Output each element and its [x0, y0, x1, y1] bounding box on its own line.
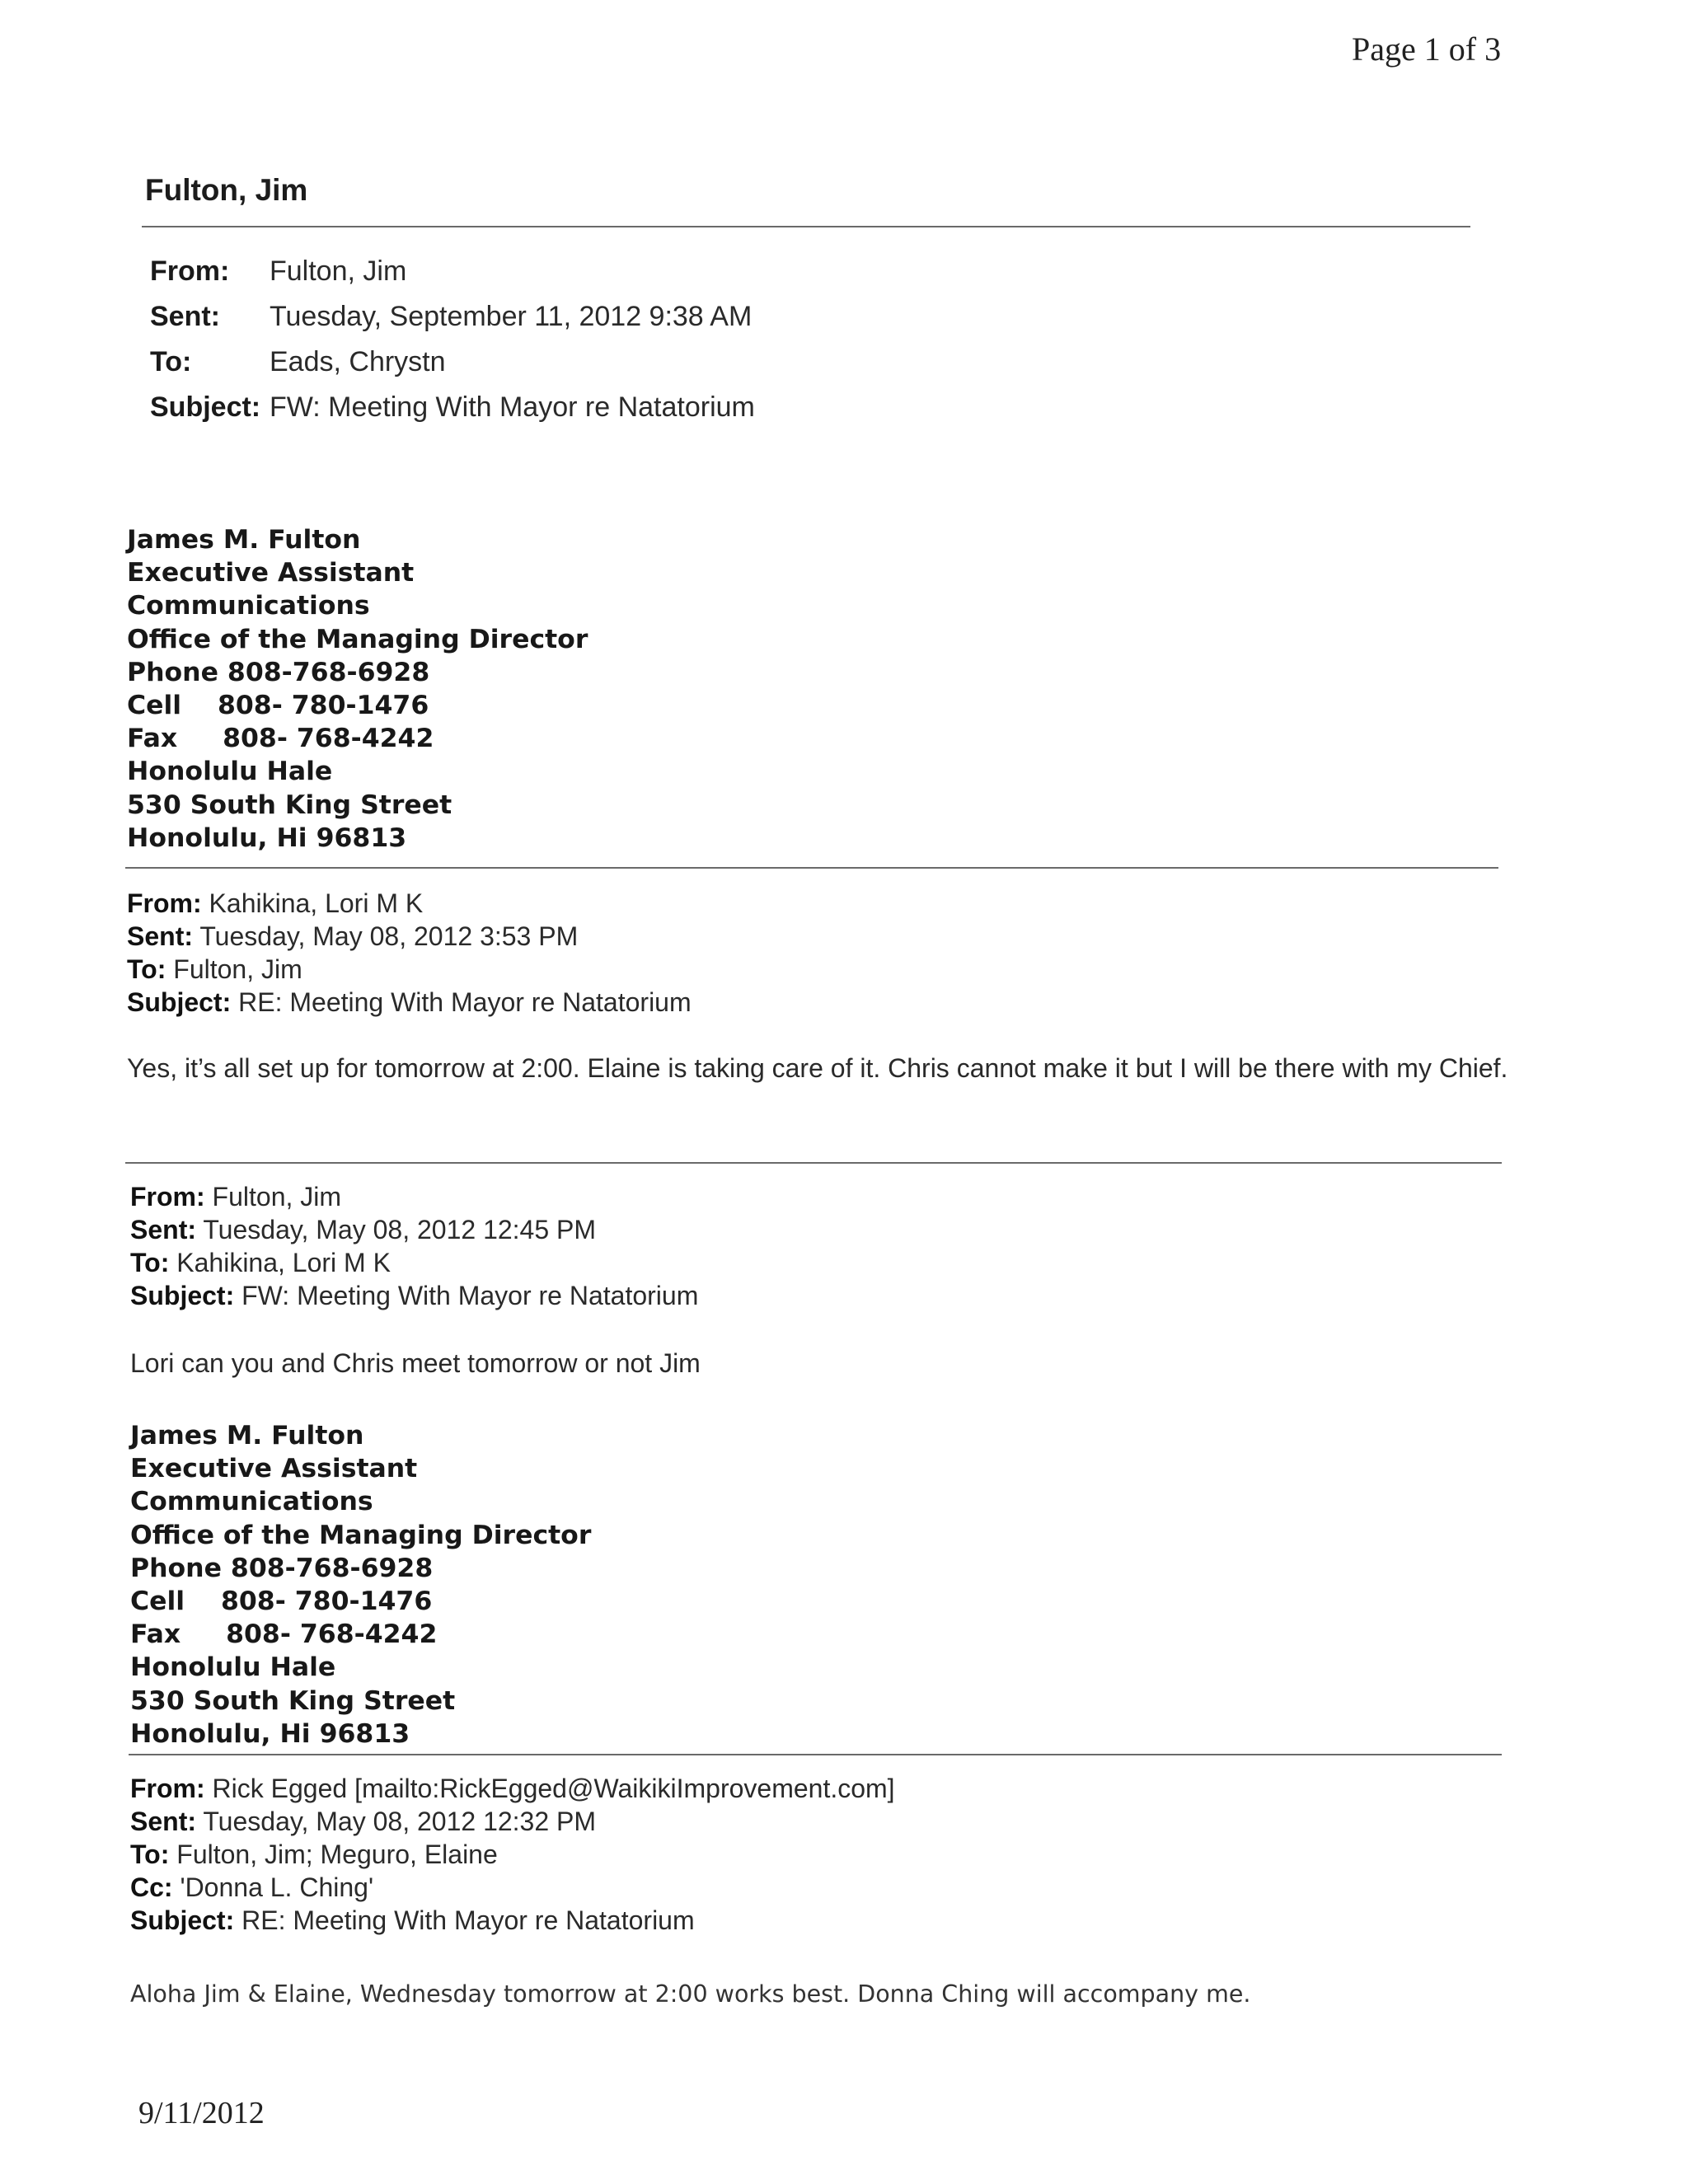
sent-value: Tuesday, May 08, 2012 3:53 PM: [199, 921, 579, 951]
to-label: To:: [130, 1840, 170, 1869]
to-value: Kahikina, Lori M K: [176, 1248, 391, 1277]
message-divider: [129, 1754, 1502, 1755]
main-subject-value: FW: Meeting With Mayor re Natatorium: [270, 391, 755, 423]
to-value: Fulton, Jim; Meguro, Elaine: [176, 1840, 498, 1869]
document-title: Fulton, Jim: [145, 173, 308, 207]
main-sent-label: Sent:: [150, 301, 220, 332]
signature-line: James M. Fulton: [130, 1421, 364, 1451]
subject-label: Subject:: [130, 1905, 235, 1935]
message-divider: [125, 1162, 1502, 1164]
main-from-value: Fulton, Jim: [270, 255, 407, 287]
signature-line: Phone 808-768-6928: [127, 657, 430, 687]
main-sent-value: Tuesday, September 11, 2012 9:38 AM: [270, 301, 753, 332]
signature-line: Office of the Managing Director: [127, 624, 588, 654]
subject-label: Subject:: [127, 987, 232, 1017]
subject-label: Subject:: [130, 1281, 235, 1310]
main-subject-row: [150, 385, 755, 430]
sent-label: Sent:: [130, 1215, 196, 1244]
signature-line: Office of the Managing Director: [130, 1520, 592, 1550]
cc-value: 'Donna L. Ching': [180, 1872, 374, 1902]
main-subject-label: Subject:: [150, 391, 261, 423]
subject-value: RE: Meeting With Mayor re Natatorium: [238, 987, 692, 1017]
message-body: Aloha Jim & Elaine, Wednesday tomorrow at 2:00 works best. Donna Ching will accompany me.: [130, 1980, 1251, 2008]
sent-value: Tuesday, May 08, 2012 12:32 PM: [203, 1807, 597, 1836]
to-label: To:: [127, 954, 166, 984]
from-value: Kahikina, Lori M K: [209, 888, 424, 918]
signature-line: Fax 808- 768-4242: [130, 1619, 438, 1650]
signature-line: 530 South King Street: [127, 790, 452, 820]
subject-value: RE: Meeting With Mayor re Natatorium: [241, 1905, 695, 1935]
main-sent-row: [150, 294, 755, 340]
page-number: Page 1 of 3: [1352, 30, 1502, 68]
to-value: Fulton, Jim: [173, 954, 302, 984]
main-to-row: [150, 340, 755, 385]
main-to-value: Eads, Chrystn: [270, 346, 446, 377]
signature-line: Fax 808- 768-4242: [127, 724, 434, 754]
signature-line: James M. Fulton: [127, 525, 361, 555]
sent-label: Sent:: [127, 921, 193, 951]
from-label: From:: [127, 888, 202, 918]
signature-line: Executive Assistant: [127, 558, 415, 588]
from-value: Fulton, Jim: [212, 1182, 342, 1212]
signature-line: 530 South King Street: [130, 1685, 456, 1716]
from-value: Rick Egged [mailto:RickEgged@WaikikiImprovement.com]: [212, 1774, 895, 1803]
signature-line: Honolulu, Hi 96813: [127, 823, 407, 853]
signature-line: Phone 808-768-6928: [130, 1553, 434, 1583]
title-divider: [142, 226, 1470, 227]
cc-label: Cc:: [130, 1872, 173, 1902]
message-body: Yes, it’s all set up for tomorrow at 2:00. Elaine is taking care of it. Chris cannot make it but I will be there with my Chief.: [127, 1053, 1508, 1083]
footer-date: 9/11/2012: [138, 2096, 265, 2130]
from-label: From:: [130, 1182, 205, 1212]
signature-line: Honolulu Hale: [127, 757, 333, 787]
message-header: [130, 1772, 895, 1937]
sent-label: Sent:: [130, 1807, 196, 1836]
to-label: To:: [130, 1248, 170, 1277]
main-from-label: From:: [150, 255, 230, 287]
signature-line: Honolulu, Hi 96813: [130, 1718, 410, 1749]
signature-block: [130, 1419, 591, 1750]
message-divider: [125, 867, 1498, 869]
message-body: Lori can you and Chris meet tomorrow or not Jim: [130, 1348, 701, 1378]
signature-line: Executive Assistant: [130, 1454, 418, 1484]
signature-line: Honolulu Hale: [130, 1652, 336, 1683]
signature-block: [127, 523, 588, 855]
signature-line: Communications: [127, 591, 370, 621]
signature-line: Communications: [130, 1487, 373, 1517]
message-header: [130, 1180, 698, 1312]
message-header: [127, 887, 692, 1019]
main-from-row: [150, 249, 755, 294]
from-label: From:: [130, 1774, 205, 1803]
subject-value: FW: Meeting With Mayor re Natatorium: [241, 1281, 699, 1310]
signature-line: Cell 808- 780-1476: [127, 690, 429, 720]
sent-value: Tuesday, May 08, 2012 12:45 PM: [203, 1215, 597, 1244]
signature-line: Cell 808- 780-1476: [130, 1586, 433, 1616]
main-email-header: [150, 249, 755, 430]
main-to-label: To:: [150, 346, 192, 377]
